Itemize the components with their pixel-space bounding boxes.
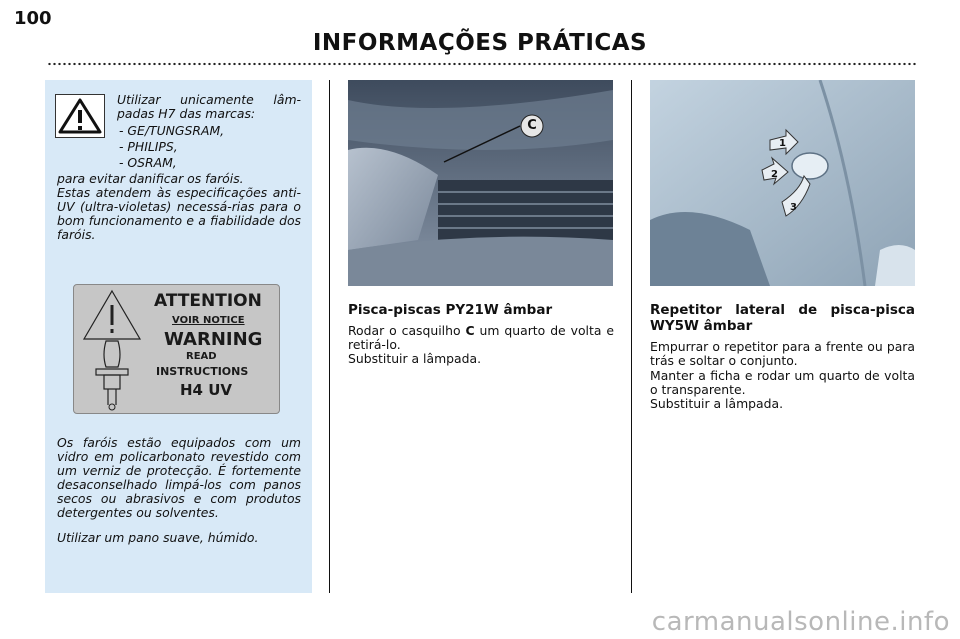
- after-brands-text: para evitar danificar os faróis.: [57, 171, 244, 186]
- callout-2: 2: [771, 169, 778, 180]
- callout-3: 3: [790, 202, 797, 213]
- specs-text: Estas atendem às especificações anti-UV (ultra-violetas) necessá-rias para o bom funcionamento e a fiabilidade dos faróis.: [57, 185, 301, 242]
- brand-item: - GE/TUNGSRAM,: [119, 123, 225, 138]
- cloth-text: Utilizar um pano suave, húmido.: [57, 530, 259, 545]
- label-warning: WARNING: [164, 329, 263, 350]
- warning-box: [45, 80, 312, 593]
- indicator-heading: Pisca-piscas PY21W âmbar: [348, 302, 553, 318]
- bulb-drawing-icon: [78, 285, 148, 413]
- repeater-step-2: Manter a ficha e rodar um quarto de volta o transparente.: [650, 368, 915, 397]
- step-text: um quarto de volta e retirá-lo.: [348, 323, 614, 352]
- repeater-step-1: Empurrar o repetitor para a frente ou para trás e soltar o conjunto.: [650, 339, 915, 368]
- page-title: INFORMAÇÕES PRÁTICAS: [312, 30, 648, 56]
- indicator-step-2: Substituir a lâmpada.: [348, 351, 482, 366]
- repeater-heading: Repetitor lateral de pisca-pisca WY5W âmbar: [650, 302, 915, 334]
- label-voir-notice: VOIR NOTICE: [172, 315, 245, 326]
- label-attention: ATTENTION: [154, 291, 262, 311]
- label-read: READ: [186, 351, 217, 362]
- brand-item: - PHILIPS,: [119, 139, 178, 154]
- bulb-warning-label: [73, 284, 280, 414]
- step-text: Rodar o casquilho: [348, 323, 466, 338]
- warning-triangle-icon: [55, 94, 105, 138]
- label-h4-uv: H4 UV: [180, 381, 233, 399]
- polycarbonate-text: Os faróis estão equipados com um vidro em policarbonato revestido com um verniz de protecção. É fortemente desaconselhado limpá-los com panos secos ou abrasivos e com produtos detergentes ou solventes.: [57, 435, 301, 520]
- watermark-text: carmanualsonline.info: [651, 607, 950, 637]
- brand-item: - OSRAM,: [119, 155, 177, 170]
- side-repeater-photo: [650, 80, 915, 286]
- column-divider: [631, 80, 632, 593]
- indicator-photo: [348, 80, 613, 286]
- column-divider: [329, 80, 330, 593]
- dotted-rule: [47, 62, 917, 66]
- repeater-step-3: Substituir a lâmpada.: [650, 396, 784, 411]
- callout-c: C: [527, 118, 537, 133]
- page-number: 100: [14, 8, 52, 29]
- socket-letter: C: [465, 323, 475, 338]
- indicator-step-1: [348, 324, 614, 351]
- callout-1: 1: [779, 138, 786, 149]
- bulb-type-intro: Utilizar unicamente lâm-padas H7 das marcas:: [117, 92, 301, 121]
- label-instructions: INSTRUCTIONS: [156, 365, 249, 378]
